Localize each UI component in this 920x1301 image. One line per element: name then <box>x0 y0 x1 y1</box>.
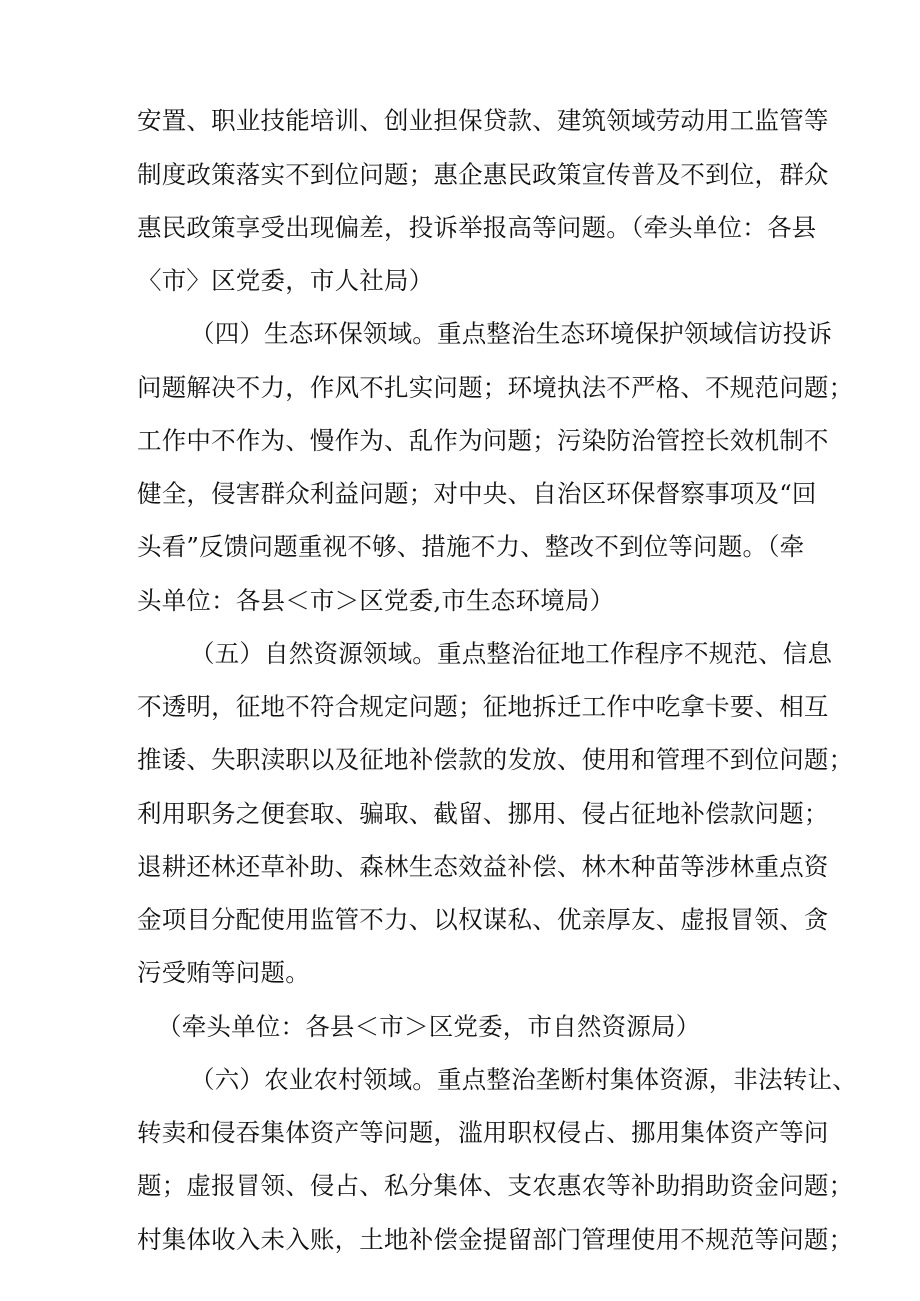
text-line: 安置、职业技能培训、创业担保贷款、建筑领域劳动用工监管等 <box>137 106 829 135</box>
text-line: 不透明，征地不符合规定问题；征地拆迁工作中吃拿卡要、相互 <box>137 692 829 721</box>
text-line: 健全，侵害群众利益问题；对中央、自治区环保督察事项及“回 <box>137 479 817 508</box>
section-heading-line: （五）自然资源领域。重点整治征地工作程序不规范、信息 <box>190 639 833 668</box>
text-line: 推诿、失职渎职以及征地补偿款的发放、使用和管理不到位问题； <box>137 745 854 774</box>
text-line: 工作中不作为、慢作为、乱作为问题；污染防治管控长效机制不 <box>137 426 829 455</box>
text-line: 头看”反馈问题重视不够、措施不力、整改不到位等问题。（牵 <box>137 532 805 561</box>
text-line: 头单位：各县＜市＞区党委,市生态环境局） <box>137 586 615 615</box>
text-line: 金项目分配使用监管不力、以权谋私、优亲厚友、虚报冒领、贪 <box>137 905 829 934</box>
section-heading-line: （六）农业农村领域。重点整治垄断村集体资源，非法转让、 <box>190 1065 857 1094</box>
text-line: 问题解决不力，作风不扎实问题；环境执法不严格、不规范问题； <box>137 373 854 402</box>
text-line: 〈市〉区党委，市人社局） <box>137 266 434 295</box>
text-line: 污受贿等问题。 <box>137 958 310 987</box>
text-line: 惠民政策享受出现偏差，投诉举报高等问题。（牵头单位：各县 <box>137 213 817 242</box>
text-line: 村集体收入未入账，土地补偿金提留部门管理使用不规范等问题； <box>137 1225 854 1254</box>
lead-unit-line: （牵头单位：各县＜市＞区党委，市自然资源局） <box>157 1012 701 1041</box>
section-heading-line: （四）生态环保领域。重点整治生态环境保护领域信访投诉 <box>190 319 833 348</box>
text-line: 转卖和侵吞集体资产等问题，滥用职权侵占、挪用集体资产等问 <box>137 1118 829 1147</box>
text-line: 退耕还林还草补助、森林生态效益补偿、林木种苗等涉林重点资 <box>137 852 829 881</box>
text-line: 制度政策落实不到位问题；惠企惠民政策宣传普及不到位，群众 <box>137 160 829 189</box>
text-line: 题；虚报冒领、侵占、私分集体、支农惠农等补助捐助资金问题； <box>137 1171 854 1200</box>
text-line: 利用职务之便套取、骗取、截留、挪用、侵占征地补偿款问题； <box>137 799 829 828</box>
